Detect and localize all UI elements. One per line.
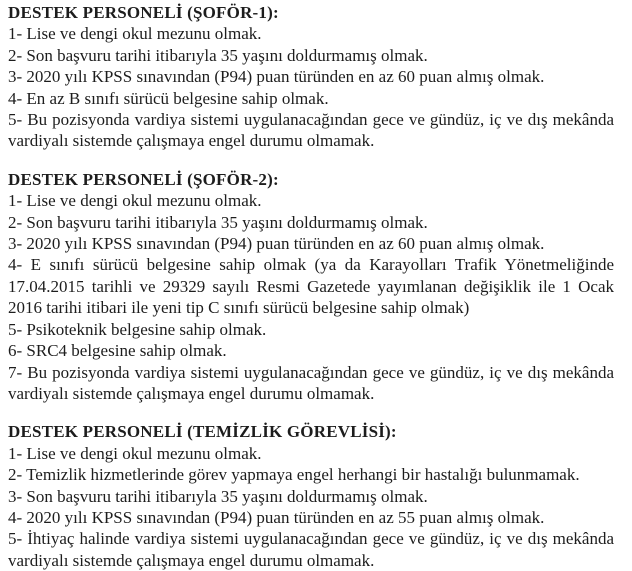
requirement-item: 7- Bu pozisyonda vardiya sistemi uygulanacağından gece ve gündüz, iç ve dış mekânda vardiyalı sistemde çalışmaya engel durumu olmamak.	[8, 362, 614, 403]
section-sofor-1	[8, 2, 614, 152]
requirement-item: 3- 2020 yılı KPSS sınavından (P94) puan türünden en az 60 puan almış olmak.	[8, 234, 545, 254]
requirement-item: 5- İhtiyaç halinde vardiya sistemi uygulanacağından gece ve gündüz, iç ve dış mekânda vardiyalı sistemde çalışmaya engel durumu olmamak.	[8, 529, 614, 570]
requirement-item: 2- Temizlik hizmetlerinde görev yapmaya engel herhangi bir hastalığı bulunmamak.	[8, 465, 580, 485]
requirement-item: 2- Son başvuru tarihi itibarıyla 35 yaşını doldurmamış olmak.	[8, 212, 428, 232]
requirement-item: 5- Bu pozisyonda vardiya sistemi uygulanacağından gece ve gündüz, iç ve dış mekânda vardiyalı sistemde çalışmaya engel durumu olmamak.	[8, 110, 614, 151]
requirement-item: 4- 2020 yılı KPSS sınavından (P94) puan türünden en az 55 puan almış olmak.	[8, 507, 545, 527]
requirement-item: 6- SRC4 belgesine sahip olmak.	[8, 341, 227, 361]
requirement-item: 4- E sınıfı sürücü belgesine sahip olmak (ya da Karayolları Trafik Yönetmeliğinde 17.04.2015 tarihli ve 29329 sayılı Resmi Gazetede yayımlanan değişiklik ile 1 Ocak 2016 tarihi itibari ile yeni tip C sınıfı sürücü belgesine sahip olmak)	[8, 255, 614, 318]
section-heading-sofor-2: DESTEK PERSONELİ (ŞOFÖR-2):	[8, 169, 279, 189]
requirement-item: 3- Son başvuru tarihi itibarıyla 35 yaşını doldurmamış olmak.	[8, 486, 428, 506]
requirement-item: 3- 2020 yılı KPSS sınavından (P94) puan türünden en az 60 puan almış olmak.	[8, 67, 545, 87]
requirement-item: 1- Lise ve dengi okul mezunu olmak.	[8, 443, 262, 463]
requirement-item: 1- Lise ve dengi okul mezunu olmak.	[8, 24, 262, 44]
requirement-item: 2- Son başvuru tarihi itibarıyla 35 yaşını doldurmamış olmak.	[8, 45, 428, 65]
requirement-item: 5- Psikoteknik belgesine sahip olmak.	[8, 319, 267, 339]
section-heading-sofor-1: DESTEK PERSONELİ (ŞOFÖR-1):	[8, 3, 279, 22]
section-heading-temizlik-gorevlisi: DESTEK PERSONELİ (TEMİZLİK GÖREVLİSİ):	[8, 422, 397, 442]
requirement-item: 1- Lise ve dengi okul mezunu olmak.	[8, 191, 262, 211]
section-sofor-2	[8, 169, 614, 404]
requirement-item: 4- En az B sınıfı sürücü belgesine sahip olmak.	[8, 88, 329, 108]
section-temizlik-gorevlisi	[8, 421, 614, 571]
